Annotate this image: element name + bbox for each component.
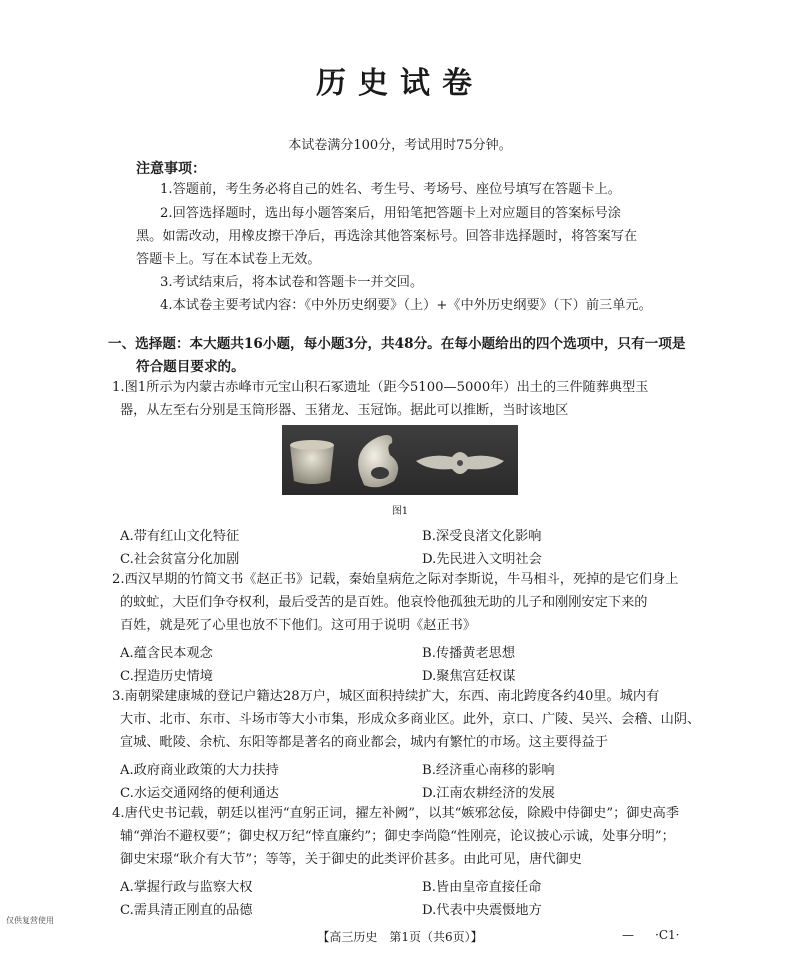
option-b: B.深受良渚文化影响	[422, 529, 542, 544]
option-d: D.聚焦宫廷权谋	[422, 669, 516, 684]
page-footer: 【高三历史 第1页（共6页）】	[317, 930, 483, 944]
page-title: 历史试卷	[316, 66, 484, 101]
option-a: A.掌握行政与监察大权	[120, 880, 253, 895]
option-c: C.社会贫富分化加剧	[120, 552, 240, 567]
question-4-text: 4.唐代史书记载，朝廷以崔沔“直躬正词，擢左补阙”，以其“嫉邪忿佞，除殿中侍御史”；御史高季	[112, 806, 680, 821]
option-a: A.政府商业政策的大力扶持	[120, 763, 279, 778]
question-3-text: 大市、北市、东市、斗场市等大小市集，形成众多商业区。此外，京口、广陵、吴兴、会稽、山阴、	[120, 712, 701, 727]
option-c: C.需具清正刚直的品德	[120, 903, 253, 918]
question-4-text: 御史宋璟“耿介有大节”；等等，关于御史的此类评价甚多。由此可见，唐代御史	[120, 852, 582, 867]
option-b: B.传播黄老思想	[422, 646, 516, 661]
notice-heading: 注意事项：	[136, 161, 206, 177]
question-4-text: 辅“弹治不避权要”；御史权万纪“悻直廉约”；御史李尚隐“性刚亮，论议披心示诚，处事分明”；	[120, 829, 675, 844]
question-2-text: 2.西汉早期的竹简文书《赵正书》记载，秦始皇病危之际对李斯说，牛马相斗，死掉的是它们身上	[112, 572, 679, 587]
paper-code: ·C1·	[655, 928, 680, 942]
figure-caption: 图1	[391, 506, 409, 517]
question-3-text: 3.南朝梁建康城的登记户籍达28万户，城区面积持续扩大，东西、南北跨度各约40里。城内有	[112, 689, 660, 704]
question-3-text: 宣城、毗陵、余杭、东阳等都是著名的商业都会，城内有繁忙的市场。这主要得益于	[120, 735, 608, 750]
option-a: A.带有红山文化特征	[120, 529, 240, 544]
option-d: D.代表中央震慑地方	[422, 903, 542, 918]
question-1-text: 1.图1所示为内蒙古赤峰市元宝山积石冢遗址（距今5100—5000年）出土的三件随葬典型玉	[112, 380, 649, 395]
jade-artifacts-image	[282, 425, 518, 495]
section-heading: 一、选择题：本大题共16小题，每小题3分，共48分。在每小题给出的四个选项中，只有一项是	[108, 336, 686, 352]
exam-meta: 本试卷满分100分，考试用时75分钟。	[288, 138, 512, 153]
side-note: 仅供复营使用	[6, 916, 54, 925]
question-2-text: 百姓，就是死了心里也放不下他们。这可用于说明《赵正书》	[120, 618, 477, 633]
notice-line: 3.考试结束后，将本试卷和答题卡一并交回。	[160, 275, 424, 290]
notice-line: 黑。如需改动，用橡皮擦干净后，再选涂其他答案标号。回答非选择题时，将答案写在	[136, 229, 638, 244]
option-d: D.江南农耕经济的发展	[422, 786, 555, 801]
option-d: D.先民进入文明社会	[422, 552, 542, 567]
option-b: B.皆由皇帝直接任命	[422, 880, 542, 895]
option-b: B.经济重心南移的影响	[422, 763, 555, 778]
notice-line: 答题卡上。写在本试卷上无效。	[136, 252, 321, 267]
section-heading-cont: 符合题目要求的。	[136, 359, 245, 375]
option-c: C.捏造历史情境	[120, 669, 213, 684]
question-2-text: 的蚊虻，大臣们争夺权利，最后受苦的是百姓。他哀怜他孤独无助的儿子和刚刚安定下来的	[120, 595, 648, 610]
notice-line: 1.答题前，考生务必将自己的姓名、考生号、考场号、座位号填写在答题卡上。	[160, 182, 621, 197]
notice-line: 2.回答选择题时，选出每小题答案后，用铅笔把答题卡上对应题目的答案标号涂	[160, 206, 621, 221]
option-a: A.蕴含民本观念	[120, 646, 213, 661]
notice-line: 4.本试卷主要考试内容：《中外历史纲要》（上）+《中外历史纲要》（下）前三单元。	[160, 298, 652, 313]
option-c: C.水运交通网络的便利通达	[120, 786, 279, 801]
footer-dash: —	[622, 928, 634, 942]
question-1-text: 器，从左至右分别是玉筒形器、玉猪龙、玉冠饰。据此可以推断，当时该地区	[120, 403, 569, 418]
